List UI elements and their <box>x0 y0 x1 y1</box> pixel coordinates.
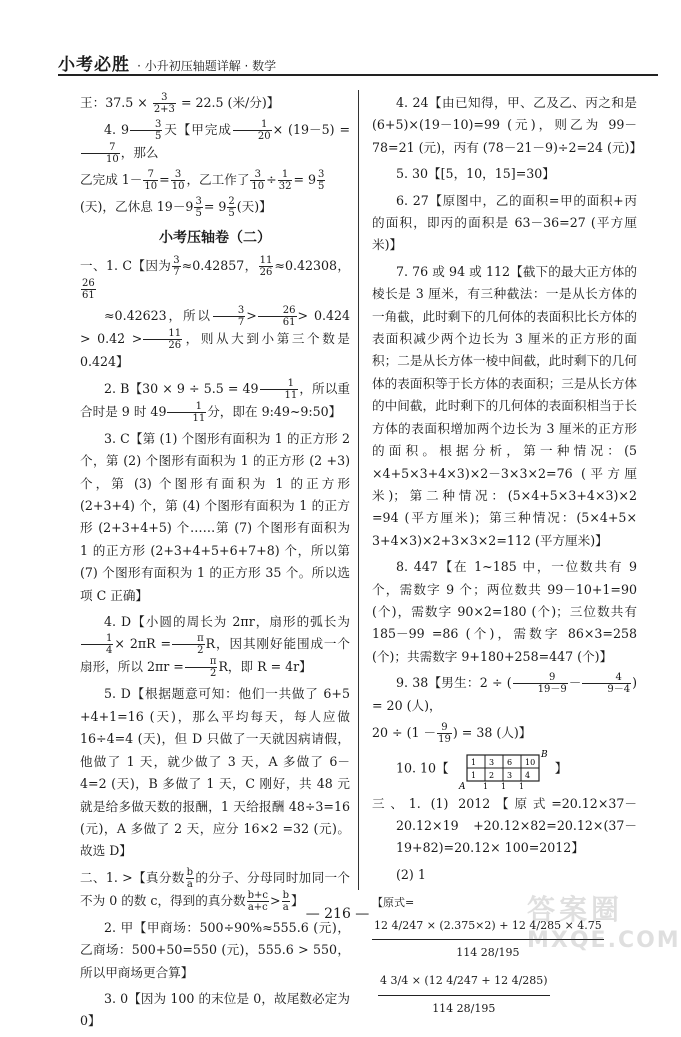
numerator: 4 <box>582 672 631 684</box>
fraction <box>143 169 158 192</box>
numerator: 7 <box>81 142 120 154</box>
fraction <box>437 722 452 745</box>
grid-num: 3 <box>488 757 494 767</box>
denominator: 61 <box>82 290 95 302</box>
answer-s3-q2: (2) 1 <box>396 866 426 882</box>
text: (天)】 <box>236 199 272 214</box>
column-divider <box>358 90 359 890</box>
numerator: 3 <box>195 196 202 207</box>
grid-num: 1 <box>482 781 488 791</box>
text: 9. 38【男生：2 ÷ ( <box>396 675 512 691</box>
numerator: 9 <box>513 672 568 684</box>
text: 2. B【30 × 9 ÷ 5.5 = 49 <box>104 380 259 396</box>
fraction <box>260 378 299 401</box>
numerator: 1 <box>81 633 113 645</box>
grid-num: 1 <box>470 770 476 780</box>
fraction <box>194 196 202 219</box>
denominator: a+c <box>247 901 268 913</box>
text: ≈0.42308， <box>274 258 350 274</box>
grid-num: 6 <box>506 757 512 767</box>
numerator: 11 <box>259 255 273 267</box>
answer-r8: 8. 447【在 1~185 中，一位数共有 9 个，需数字 9 个；两位数共 99－10+1=90 (个)，需数字 90×2=180 (个)；三位数共有 185－99 =86 (个)，需数字 86×3=258 (个)；共需数字 9+180+258=447 (个)】 <box>372 559 637 664</box>
formula-block-2 <box>372 970 637 1020</box>
numerator: 3 <box>171 169 186 181</box>
denominator: 10 <box>144 181 158 192</box>
numerator: 3 <box>153 92 176 104</box>
fraction <box>259 255 274 278</box>
book-brand: 小考必胜 <box>58 55 130 75</box>
fraction <box>81 278 96 301</box>
text: ) = 20 (人)， <box>372 675 637 714</box>
fraction <box>186 867 194 890</box>
watermark-text: 答案圈 <box>527 893 624 926</box>
denominator: 114 28/195 <box>432 1001 496 1015</box>
numerator: 1 <box>278 169 293 181</box>
numerator: 4 3/4 × (12 4/247 + 12 4/285) <box>378 970 550 995</box>
answer-s1-q5: 5. D【根据题意可知：他们一共做了 6+5 +4+1=16 (天)，那么平均每天，每人应做 16÷4=4 (天)，但 D 只做了一天就因病请假，他做了 1 天，就少做了 3 天，A 多做了 6－4=2 (天)，B 多做了 1 天，C 刚好，共 48 元就是给多做天数的报酬，1 天给报酬 48÷3=16 (元)，A 多做了 2 天，应分 16×2 =32 (元)。故选 D】 <box>80 686 350 859</box>
answer-s2-q3: 3. 0【因为 100 的末位是 0，故尾数必定为 0】 <box>80 990 350 1029</box>
text: R，即 R = 4r】 <box>218 659 312 675</box>
grid-num: 3 <box>506 770 512 780</box>
text: ) = 38 (人)】 <box>452 724 532 740</box>
section-title: 小考压轴卷（二） <box>159 230 271 246</box>
text: ，那么 <box>120 145 159 160</box>
page-number: — 216 — <box>305 906 370 922</box>
numerator: 3 <box>130 119 162 131</box>
numerator: 1 <box>233 119 272 131</box>
answer-s1-q3: 3. C【第 (1) 个图形有面积为 1 的正方形 2 个，第 (2) 个图形有面积为 1 的正方形 (2 +3) 个，第 (3) 个图形有面积为 1 的正方形 (2+3+4) 个，第 (4) 个图形有面积为 1 的正方形 (2+3+4+5) 个……第 (7) 个图形有面积为 1 的正方形 (2+3+4+5+6+7+8) 个，所以第 (7) 个图形有面积为 1 的正方形 35 个。所以选项 C 正确】 <box>80 430 350 603</box>
denominator: 114 28/195 <box>456 946 520 959</box>
denominator: 5 <box>228 208 235 219</box>
path-count-grid <box>458 749 551 792</box>
text: > <box>246 308 257 324</box>
denominator: a <box>186 878 193 890</box>
fraction <box>172 633 205 656</box>
text: R，因其刚好能围成一个扇形，所以 <box>80 636 351 675</box>
text: 天【甲完成 <box>163 122 232 137</box>
numerator: b+c <box>247 889 268 901</box>
answer-r10 <box>372 749 637 792</box>
denominator: 2 <box>209 668 217 680</box>
text: ，所以重合时是 9 <box>80 380 350 419</box>
fraction <box>143 328 182 351</box>
grid-diagram <box>458 749 551 792</box>
answer-r9-cont <box>372 722 637 745</box>
grid-num: 1 <box>500 781 506 791</box>
denominator: 19 <box>438 733 451 745</box>
text: 2πR = <box>129 636 172 652</box>
text: ≈0.42857， <box>181 258 258 274</box>
fraction <box>278 169 293 192</box>
denominator: 7 <box>173 267 180 279</box>
denominator: 7 <box>237 317 245 329</box>
fraction <box>513 672 568 695</box>
text: 10. 10【 <box>396 760 449 776</box>
numerator: 26 <box>82 278 95 290</box>
numerator: 3 <box>213 305 245 317</box>
denominator: 19－9 <box>537 684 567 696</box>
denominator: 20 <box>257 131 271 142</box>
numerator: 11 <box>143 328 182 340</box>
grid-num: 10 <box>524 757 535 767</box>
denominator: 5 <box>195 208 202 219</box>
numerator: 9 <box>437 722 452 734</box>
numerator: 3 <box>250 169 265 181</box>
denominator: 2 <box>197 645 204 657</box>
text: = 22.5 (米/分)】 <box>180 95 280 110</box>
text: 王：37.5 × <box>80 95 148 110</box>
text: = 9 <box>203 199 227 214</box>
text: × <box>114 636 125 652</box>
text: 】 <box>290 892 304 908</box>
answer-s1-q2 <box>80 378 350 424</box>
text: 2πr = <box>146 659 184 675</box>
answer-q4-end <box>80 196 350 219</box>
text: ，乙工作了 <box>186 172 250 187</box>
denominator: 5 <box>318 181 325 192</box>
denominator: a <box>282 901 289 913</box>
answer-r4: 4. 24【由已知得，甲、乙及乙、丙之和是 (6+5)×(19－10)=99 (元)，则乙为 99－78=21 (元)，丙有 (78－21－9)÷2=24 (元)】 <box>372 95 643 155</box>
denominator: 10 <box>106 154 119 165</box>
text: ≈0.42623，所以 <box>104 308 212 324</box>
text: > <box>270 892 281 908</box>
fraction <box>250 169 265 192</box>
fraction <box>258 305 297 328</box>
answer-s2-q2: 2. 甲【甲商场：500÷90%≈555.6 (元)，乙商场：500+50=550 (元)，555.6 > 550，所以甲商场更合算】 <box>80 919 350 980</box>
denominator: 11 <box>284 389 298 401</box>
answer-s1-q1 <box>80 255 350 301</box>
text: (天)，乙休息 19－9 <box>80 199 194 214</box>
fraction <box>172 255 180 278</box>
denominator: 61 <box>282 317 296 329</box>
text: > 0.424 > 0.4̇2̇ > <box>80 308 350 347</box>
fraction <box>227 196 235 219</box>
fraction <box>185 656 218 679</box>
fraction <box>317 169 325 192</box>
grid-num: 1 <box>470 757 476 767</box>
answer-q4-cont <box>80 169 350 192</box>
left-column <box>80 92 350 1037</box>
numerator: π <box>172 633 205 645</box>
text: 分，即在 9:49~9:50】 <box>207 403 342 419</box>
answer-s1-q1-cont <box>80 305 350 373</box>
header-rule <box>58 74 658 76</box>
text: 二、1. >【真分数 <box>80 869 185 885</box>
answer-r9 <box>372 672 637 717</box>
answer-s1-q4 <box>80 611 350 679</box>
numerator: 26 <box>258 305 297 317</box>
numerator: b <box>186 866 194 878</box>
text: 4. 9 <box>104 122 129 137</box>
numerator: 3 <box>173 255 180 267</box>
denominator: 26 <box>168 340 182 352</box>
denominator: 32 <box>278 181 292 192</box>
fraction <box>81 633 113 656</box>
grid-num: 4 <box>524 770 530 780</box>
answer-line <box>80 92 350 115</box>
fraction <box>171 169 186 192</box>
denominator: 11 <box>192 412 206 424</box>
text: × (19－5) = <box>272 122 350 137</box>
watermark-url: MXQE.COM <box>527 928 681 953</box>
denominator: 10 <box>251 181 265 192</box>
numerator: π <box>185 656 218 668</box>
text: 】 <box>554 760 568 776</box>
numerator: b <box>282 889 289 901</box>
grid-num: 2 <box>488 770 494 780</box>
text: 的分子、分母同时加同一个不为 0 的数 c，得到的真分数 <box>80 869 350 908</box>
big-fraction <box>378 970 550 1020</box>
numerator: 1 <box>260 378 299 390</box>
answer-s3-q1: 三、1. (1) 2012【原式=20.12×37－20.12×19 +20.12×82=20.12×(37－19+82)=20.12× 100=2012】 <box>372 795 637 856</box>
text: 时 49 <box>133 403 167 419</box>
denominator: 4 <box>106 645 113 657</box>
denominator: 5 <box>154 131 162 142</box>
answer-q4 <box>80 119 350 165</box>
denominator: 9－4 <box>607 684 631 696</box>
denominator: 2+3 <box>153 104 175 115</box>
answer-r5: 5. 30【[5，10，15]=30】 <box>396 166 555 182</box>
text: 4. D【小圆的周长为 2πr，扇形的弧长为 <box>104 614 350 630</box>
text: ÷ <box>266 172 277 187</box>
text: = 9 <box>293 172 317 187</box>
fraction <box>167 401 206 424</box>
book-subtitle: · 小升初压轴题详解 · 数学 <box>137 59 277 73</box>
text: 一、1. C【因为 <box>80 258 172 274</box>
fraction <box>130 119 162 142</box>
numerator: 2 <box>228 196 235 207</box>
fraction <box>233 119 272 142</box>
numerator: 3 <box>318 169 325 180</box>
denominator: 10 <box>171 181 185 192</box>
watermark-logo <box>527 888 681 956</box>
fraction <box>213 305 245 328</box>
text: 【原式= <box>372 896 415 910</box>
numerator: 7 <box>143 169 158 181</box>
answer-r6: 6. 27【原图中，乙的面积=甲的面积+丙的面积，即丙的面积是 63－36=27 (平方厘米)】 <box>372 192 637 253</box>
text: － <box>568 675 582 691</box>
denominator: 26 <box>259 267 273 279</box>
label-b: B <box>540 749 548 760</box>
page-header <box>58 50 618 75</box>
right-column <box>372 92 643 1024</box>
answer-r7: 7. 76 或 94 或 112【截下的最大正方体的棱长是 3 厘米，有三种截法：一是从长方体的一角截，此时剩下的几何体的表面积比长方体的表面积减少两个边长为 3 厘米的正方形的面积；二是从长方体一棱中间截，此时剩下的几何体的表面积等于长方体的表面积；三是从长方体的中间截，此时剩下的几何体的表面积相当于长方体的表面积增加两个边长为 3 厘米的正方形的面积。根据分析，第一种情况：(5 ×4+5×3+4×3)×2－3×3×2=76 (平方厘米)；第二种情况：(5×4+5×3+4×3)×2 =94 (平方厘米)；第三种情况：(5×4+5× 3+4×3)×2+3×3×2=112 (平方厘米)】 <box>372 263 637 548</box>
numerator: 1 <box>167 401 206 413</box>
fraction <box>582 672 631 695</box>
text: ，则从大到小第三个数是 0.424】 <box>80 331 351 370</box>
fraction <box>81 142 120 165</box>
fraction <box>153 92 176 115</box>
numerator: 12 4/247 × (2.375×2) + 12 4/285 × 4.75 <box>372 915 604 940</box>
text: 20 ÷ (1 － <box>372 724 437 740</box>
grid-num: 1 <box>518 781 524 791</box>
text: 乙完成 1－ <box>80 172 143 187</box>
text: = <box>159 172 170 187</box>
label-a: A <box>458 781 466 792</box>
